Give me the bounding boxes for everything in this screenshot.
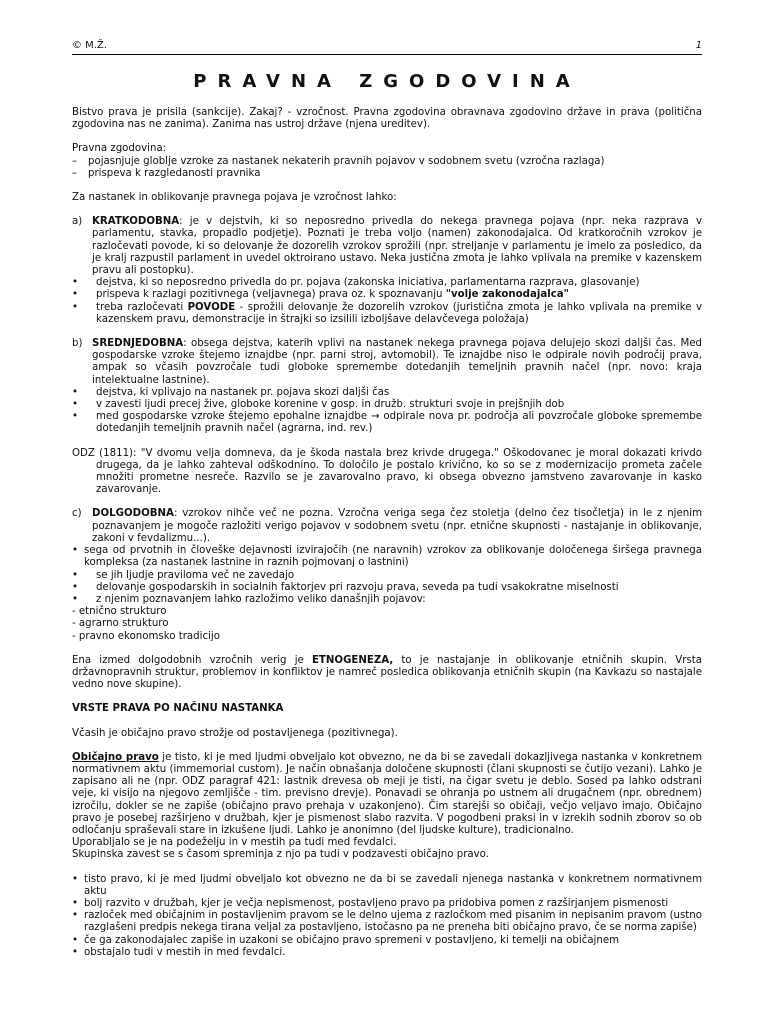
list-item: • v zavesti ljudi precej žive, globoke korenine v gosp. in družb. strukturi svoje in prejšnjih dob — [72, 399, 702, 411]
paragraph-text: to je nastajanje in oblikovanje etničnih skupin. Vrsta državnopravnih struktur, problemov in konfliktov je namreč posledica oblikovanja etničnih skupin (na Kavkazu so nastajale vedno nove skupine). — [72, 654, 702, 691]
section-text: : obsega dejstva, katerih vplivi na nastanek nekega pravnega pojava delujejo skozi daljši čas. Med gospodarske vzroke štejemo iznajdbe (npr. parni stroj, avtomobil). Te iznajdbe niso le odpirale novih področij prava, ampak so včasih povzročale tudi globoke spremembe dotedanjih temeljnih pravnih načel (npr. novo: kraja intelektualne lastnine). — [92, 338, 702, 386]
list-item-text: - sprožili delovanje že dozorelih vzrokov (juristična zmota je lahko vplivala na premike v kazenskem pravu, demonstracije in štrajki so izsilili izboljšave delavčevega položaja) — [96, 301, 702, 325]
obicajno-pravo-term: Običajno pravo — [72, 751, 159, 763]
section-marker: b) — [72, 338, 83, 350]
page-header — [72, 40, 702, 55]
section-kratkodobna — [72, 216, 702, 277]
pz-item-2: – prispeva k razgledanosti pravnika — [72, 168, 702, 180]
pz-label: Pravna zgodovina: — [72, 143, 167, 155]
skupinska-line: Skupinska zavest se s časom spreminja z njo pa tudi v podzavesti običajno pravo. — [72, 849, 489, 861]
list-line: - etnično strukturo — [72, 606, 167, 618]
obicajno-pravo-paragraph — [72, 752, 702, 837]
pz-item-1: – pojasnjuje globlje vzroke za nastanek nekaterih pravnih pojavov v sodobnem svetu (vzročna razlaga) — [72, 156, 702, 168]
list-item — [72, 302, 702, 326]
section-text: : vzrokov nihče več ne pozna. Vzročna veriga sega čez stoletja (delno čez tisočletja) in le z njenim poznavanjem je mogoče razložiti verigo pojavov v sodobnem svetu (npr. etnične skupnosti - nastajanje in oblikovanje, zakoni v fevdalizmu...). — [92, 508, 702, 544]
section-term: DOLGODOBNA — [92, 508, 174, 520]
intro-paragraph: Bistvo prava je prisila (sankcije). Zakaj? - vzročnost. Pravna zgodovina obravnava zgodovino države in prava (politična zgodovina nas ne zanima). Zanima nas ustroj države (njena ureditev). — [72, 107, 702, 131]
etnogeneza-paragraph — [72, 655, 702, 692]
list-item: • obstajalo tudi v mestih in med fevdalci. — [72, 947, 702, 959]
section-marker: a) — [72, 216, 83, 228]
list-item: • se jih ljudje praviloma več ne zavedajo — [72, 570, 702, 582]
section-term: KRATKODOBNA — [92, 216, 180, 228]
header-author: © M.Ž. — [72, 40, 108, 51]
list-item: • bolj razvito v družbah, kjer je večja nepismenost, postavljeno pravo pa pridobiva pomen z razširjanjem pismenosti — [72, 898, 702, 910]
paragraph-text: Ena izmed dolgodobnih vzročnih verig je — [72, 654, 312, 666]
list-item: • razloček med običajnim in postavljenim pravom se le delno ujema z razločkom med pisanim in nepisanim pravom (ustno razglašeni predpis nekega tirana veljal za postavljeno, istočasno pa ne preneha biti običajno pravo, če se norma zapiše) — [72, 910, 702, 934]
section-dolgodobna — [72, 508, 702, 545]
list-item: • delovanje gospodarskih in socialnih faktorjev pri razvoju prava, seveda pa tudi vsakokratne miselnosti — [72, 582, 702, 594]
nastanek-paragraph: Za nastanek in oblikovanje pravnega pojava je vzročnost lahko: — [72, 192, 397, 204]
section-srednjedobna — [72, 338, 702, 387]
list-item-text: prispeva k razlagi pozitivnega (veljavnega) prava oz. k spoznavanju — [96, 289, 446, 301]
section-term: SREDNJEDOBNA — [92, 338, 184, 350]
document-page — [72, 40, 702, 959]
section-heading-vrste-prava: VRSTE PRAVA PO NAČINU NASTANKA — [72, 703, 284, 715]
list-item: • med gospodarske vzroke štejemo epohalne iznajdbe → odpirale nova pr. področja ali povzročale globoke spremembe dotedanjih temeljnih pravnih načel (agrarna, ind. rev.) — [72, 411, 702, 435]
list-line: - pravno ekonomsko tradicijo — [72, 630, 220, 642]
list-item-emphasis: POVODE — [187, 301, 236, 313]
page-number: 1 — [695, 40, 702, 51]
list-item-emphasis: "volje zakonodajalca" — [445, 289, 569, 301]
paragraph-text: je tisto, ki je med ljudmi obveljalo kot obvezno, ne da bi se zavedali dokazljivega nastanka v konkretnem normativnem aktu (immemorial custom). Je način obnašanja določene skupnosti (člani skupnosti se čutijo vezani). Lahko je zapisano ali ne (npr. ODZ paragraf 421: lastnik drevesa ob meji je tisti, na čigar svetu je deblo. Sosed pa lahko odstrani veje, ki visijo na njegovo zemljišče - tim. previsno drevje). Ponavadi se ohranja po ustnem ali drugačnem (npr. obrednem) izročilu, dokler se ne zapiše (običajno pravo prehaja v uzakonjeno). Čim starejši so običaji, večjo veljavo imajo. Običajno pravo je posebej razširjeno v družbah, kjer je pismenost slabo razvita. V pogodbeni praksi in v izrekih sodnih zborov so ob odločanju spraševali stare in izkušene ljudi. Lahko je anonimno (del ljudske kulture), tradicionalno. — [72, 751, 703, 836]
section-text: : je v dejstvih, ki so neposredno privedla do nekega pravnega pojava (npr. neka razprava v parlamentu, stavka, propadlo podjetje). Poznati je treba voljo (namen) zakonodajalca. Od kratkoročnih vzrokov je razločevati povode, ki so delovanje že dozorelih vzrokov sprožili (npr. streljanje v parlamentu je imelo za posledico, da je kralj razpustil parlament in uvedel oktroirano ustavo. Neka justična zmota je lahko vplivala na premike v kazenskem pravu ali postopku). — [92, 216, 702, 277]
vcasih-paragraph: Včasih je običajno pravo strožje od postavljenega (pozitivnega). — [72, 727, 398, 739]
list-item: • z njenim poznavanjem lahko razložimo veliko današnjih pojavov: — [72, 594, 702, 606]
list-item: • dejstva, ki vplivajo na nastanek pr. pojava skozi daljši čas — [72, 387, 702, 399]
etnogeneza-term: ETNOGENEZA, — [311, 654, 394, 666]
list-item: • tisto pravo, ki je med ljudmi obveljalo kot obvezno ne da bi se zavedali njenega nastanka v konkretnem normativnem aktu — [72, 874, 702, 898]
section-marker: c) — [72, 508, 82, 520]
uporabljalo-line: Uporabljalo se je na podeželju in v mestih pa tudi med fevdalci. — [72, 837, 397, 849]
list-item: • sega od prvotnih in človeške dejavnosti izvirajočih (ne naravnih) vzrokov za oblikovanje določenega širšega pravnega kompleksa (za nastanek lastnine in raznih pojmovanj o lastnini) — [72, 545, 702, 569]
list-item-text: treba razločevati — [96, 301, 188, 313]
list-item: • če ga zakonodajalec zapiše in uzakoni se običajno pravo spremeni v postavljeno, ki temelji na običajnem — [72, 935, 702, 947]
list-item — [72, 289, 702, 301]
list-item: • dejstva, ki so neposredno privedla do pr. pojava (zakonska iniciativa, parlamentarna razprava, glasovanje) — [72, 277, 702, 289]
odz-paragraph: ODZ (1811): "V dvomu velja domneva, da je škoda nastala brez krivde drugega." Oškodovanec je moral dokazati krivdo drugega, da je lahko zahteval odškodnino. To določilo je postalo krivično, ko so se z modernizacijo prometa začele množiti prometne nesreče. Razvilo se je zavarovalno pravo, ki obsega obvezno jamstveno zavarovanje in kasko zavarovanje. — [72, 447, 702, 496]
list-line: - agrarno strukturo — [72, 618, 169, 630]
document-title: PRAVNA ZGODOVINA — [193, 71, 581, 92]
